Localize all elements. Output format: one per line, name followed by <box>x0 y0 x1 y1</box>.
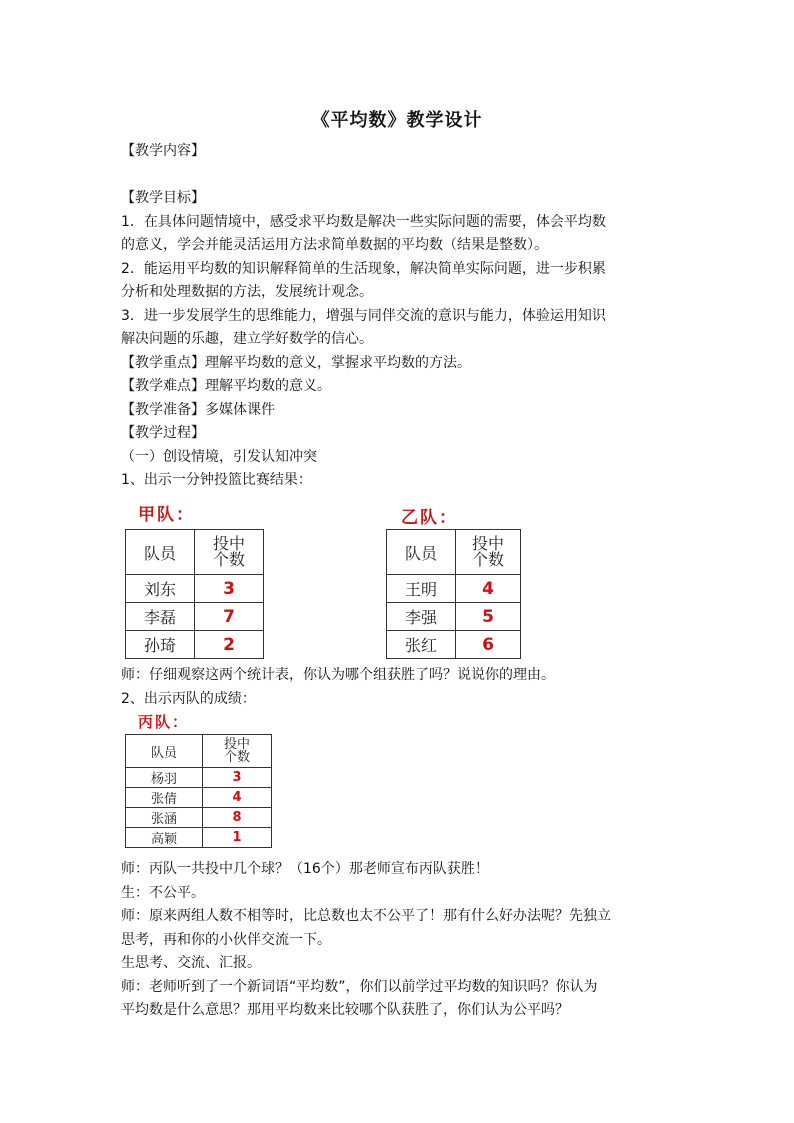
member-name: 杨羽 <box>126 768 203 788</box>
section-key-points: 【教学重点】理解平均数的意义，掌握求平均数的方法。 <box>121 355 471 371</box>
member-score: 1 <box>203 828 272 848</box>
process-step-1: （一）创设情境，引发认知冲突 <box>121 449 317 465</box>
student-activity: 生思考、交流、汇报。 <box>121 955 261 971</box>
goal-3-line-1: 3．进一步发展学生的思维能力，增强与同伴交流的意识与能力，体验运用知识 <box>121 308 606 324</box>
table-header-row <box>126 530 264 575</box>
student-reply-1: 生：不公平。 <box>121 885 205 901</box>
member-score: 4 <box>456 575 521 603</box>
member-name: 刘东 <box>126 575 195 603</box>
teacher-question-1: 师：仔细观察这两个统计表，你认为哪个组获胜了吗？说说你的理由。 <box>121 667 555 683</box>
teacher-question-4-line-2: 平均数是什么意思？那用平均数来比较哪个队获胜了，你们认为公平吗？ <box>121 1002 569 1018</box>
process-item-2: 2、出示丙队的成绩： <box>121 691 256 707</box>
member-score: 3 <box>195 575 264 603</box>
table-row <box>126 631 264 659</box>
member-name: 李磊 <box>126 603 195 631</box>
teacher-question-2: 师：丙队一共投中几个球？（16个）那老师宣布丙队获胜！ <box>121 861 489 877</box>
header-score-line-2: 个数 <box>471 550 504 569</box>
header-score-line-1: 投中 <box>471 534 504 553</box>
table-row <box>126 808 272 828</box>
section-teaching-content: 【教学内容】 <box>121 143 205 159</box>
goal-2-line-1: 2．能运用平均数的知识解释简单的生活现象，解决简单实际问题，进一步积累 <box>121 261 606 277</box>
header-score <box>203 735 272 768</box>
header-score <box>456 530 521 575</box>
member-name: 张红 <box>387 631 456 659</box>
section-preparation: 【教学准备】多媒体课件 <box>121 402 275 418</box>
member-score: 6 <box>456 631 521 659</box>
table-row <box>126 603 264 631</box>
teacher-question-3-line-1: 师：原来两组人数不相等时，比总数也太不公平了！那有什么好办法呢？先独立 <box>121 908 611 924</box>
team-a-table <box>125 529 264 659</box>
member-score: 4 <box>203 788 272 808</box>
team-c-table <box>125 734 272 848</box>
header-member: 队员 <box>126 530 195 575</box>
team-b-label: 乙队： <box>401 508 458 528</box>
header-score-line-1: 投中 <box>223 737 250 752</box>
table-row <box>387 631 521 659</box>
goal-1-line-2: 的意义，学会并能灵活运用方法求简单数据的平均数（结果是整数）。 <box>121 237 548 253</box>
member-name: 孙琦 <box>126 631 195 659</box>
member-score: 3 <box>203 768 272 788</box>
section-difficulties: 【教学难点】理解平均数的意义。 <box>121 378 331 394</box>
section-process: 【教学过程】 <box>121 425 205 441</box>
member-name: 高颖 <box>126 828 203 848</box>
member-name: 李强 <box>387 603 456 631</box>
table-row <box>126 768 272 788</box>
member-name: 王明 <box>387 575 456 603</box>
header-member: 队员 <box>387 530 456 575</box>
team-c-label: 丙队： <box>138 713 190 731</box>
table-row <box>126 828 272 848</box>
member-score: 7 <box>195 603 264 631</box>
header-score <box>195 530 264 575</box>
member-name: 张倩 <box>126 788 203 808</box>
section-teaching-goals: 【教学目标】 <box>121 190 205 206</box>
goal-2-line-2: 分析和处理数据的方法，发展统计观念。 <box>121 284 373 300</box>
team-a-label: 甲队： <box>138 505 195 525</box>
member-score: 5 <box>456 603 521 631</box>
header-member: 队员 <box>126 735 203 768</box>
table-row <box>126 788 272 808</box>
process-item-1: 1、出示一分钟投篮比赛结果： <box>121 472 312 488</box>
table-row <box>387 575 521 603</box>
goal-1-line-1: 1．在具体问题情境中，感受求平均数是解决一些实际问题的需要，体会平均数 <box>121 214 606 230</box>
document-title: 《平均数》教学设计 <box>311 110 483 131</box>
header-score-line-2: 个数 <box>223 750 250 765</box>
member-score: 2 <box>195 631 264 659</box>
header-score-line-2: 个数 <box>212 550 245 569</box>
table-row <box>126 575 264 603</box>
table-header-row <box>387 530 521 575</box>
table-header-row <box>126 735 272 768</box>
team-b-table <box>386 529 521 659</box>
header-score-line-1: 投中 <box>212 534 245 553</box>
teacher-question-4-line-1: 师：老师听到了一个新词语“平均数”，你们以前学过平均数的知识吗？你认为 <box>121 979 598 995</box>
teacher-question-3-line-2: 思考，再和你的小伙伴交流一下。 <box>121 932 331 948</box>
member-name: 张涵 <box>126 808 203 828</box>
goal-3-line-2: 解决问题的乐趣，建立学好数学的信心。 <box>121 331 373 347</box>
member-score: 8 <box>203 808 272 828</box>
table-row <box>387 603 521 631</box>
